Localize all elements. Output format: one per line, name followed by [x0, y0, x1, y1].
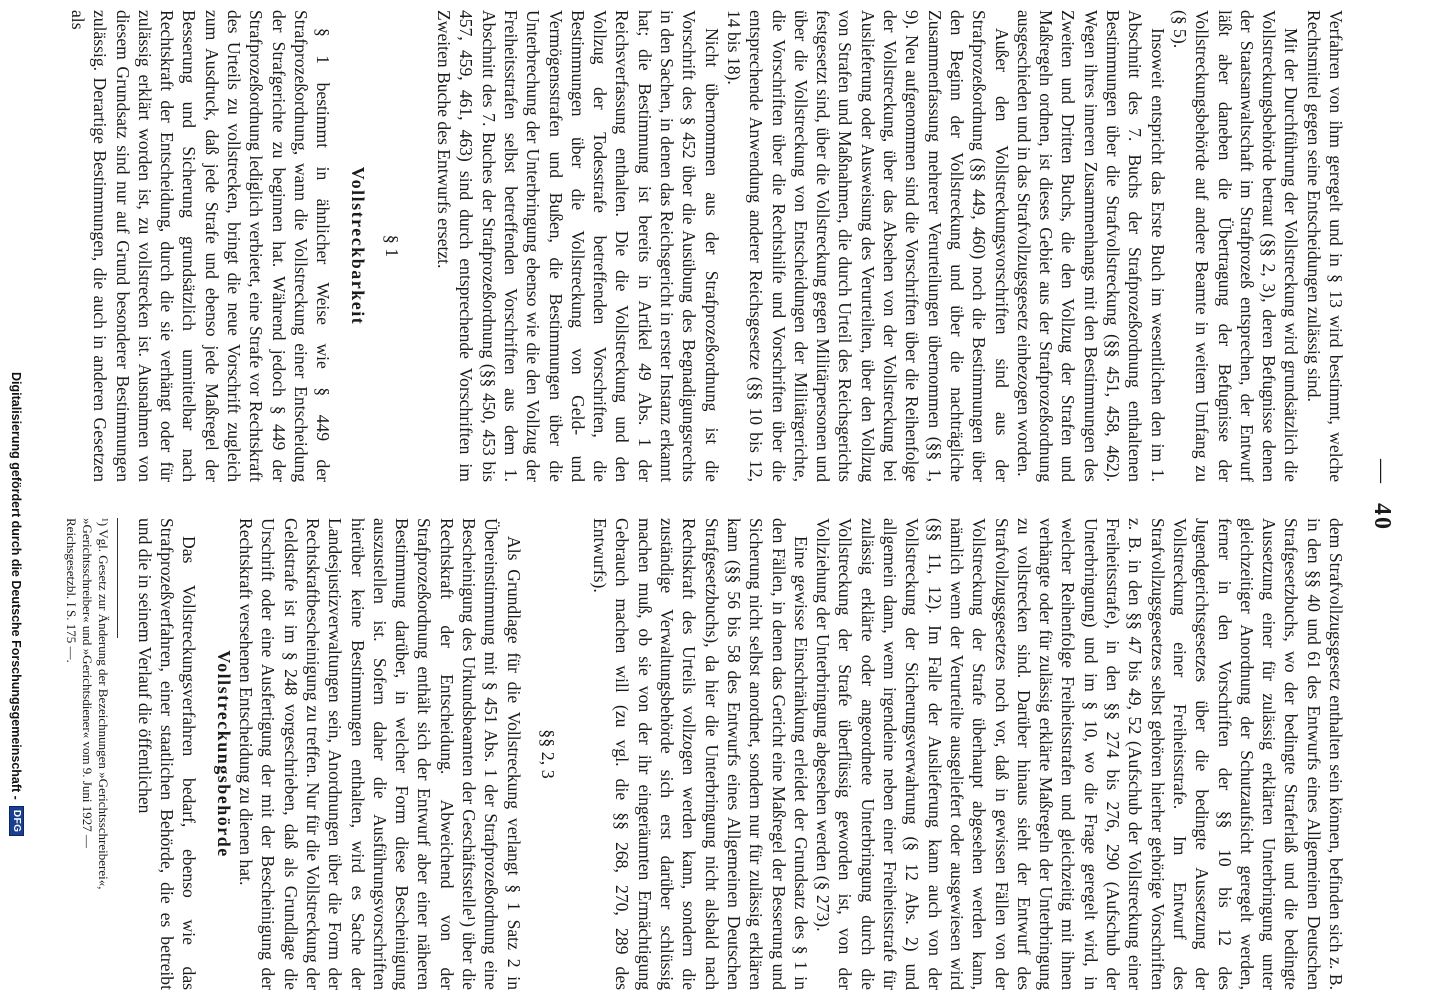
text-columns [63, 10, 1347, 990]
dfg-logo-icon: DFG [9, 806, 24, 837]
paragraph: Nicht übernommen aus der Strafprozeßordnung ist die Vorschrift des § 452 über die Ausübung des Begnadigungsrechts in den Sachen, in denen das Reichsgericht in erster Instanz erkannt hat; die Bestimmung ist bereits in Artikel 49 Abs. 1 der Reichsverfassung enthalten. Die die Vollstreckung und den Vollzug der Todesstrafe betreffenden Vorschriften, die Bestimmungen über die Vollstreckung von Geld- und Vermögensstrafen und Bußen, die Bestimmungen über die Unterbrechung der Unterbringung ebenso wie die den Vollzug der Freiheitsstrafen selbst betreffenden Vorschriften aus dem 1. Abschnitt des 7. Buches der Strafprozeßordnung (§§ 450, 453 bis 457, 459, 461, 463) sind durch entsprechende Vorschriften im Zweiten Buche des Entwurfs ersetzt. [434, 10, 722, 482]
footnote-divider [117, 518, 118, 638]
section-title: Vollstreckungsbehörde [213, 650, 234, 858]
section-title: Vollstreckbarkeit [347, 166, 368, 326]
left-column [67, 10, 1347, 482]
digitization-credit [2, 372, 24, 992]
paragraph: Außer den Vollstreckungsvorschriften sind aus der Strafprozeßordnung (§§ 449, 460) noch die Bestimmungen über den Beginn der Vollstreckung und über die nachträgliche Zusammenfassung mehrerer Verurteilungen übernommen (§§ 1, 9). Neu aufgenommen sind die Vorschriften über die Reihenfolge der Vollstreckung, über das Absehen von der Vollstreckung bei Auslieferung oder Ausweisung des Verurteilten, über den Vollzug von Strafen und Maßnahmen, die durch Urteil des Reichsgerichts festgesetzt sind, über die Vollstreckung gegen Militärpersonen und über die Vollstreckung von Entscheidungen der Militärgerichte, die Vorschriften über die Rechtshilfe und Vorschriften über die entsprechende Anwendung anderer Reichsgesetze (§§ 10 bis 12, 14 bis 18). [723, 10, 1012, 482]
paragraph: Insoweit entspricht das Erste Buch im wesentlichen den im 1. Abschnitt des 7. Buchs der Strafprozeßordnung enthaltenen Bestimmungen über die Strafvollstreckung (§§ 451, 458, 462). Wegen ihres inneren Zusammenhangs mit den Bestimmungen des Zweiten und Dritten Buchs, die den Vollzug der Strafen und Maßregeln ordnen, ist dieses Gebiet aus der Strafprozeßordnung ausgeschieden und in das Strafvollzugsgesetz einbezogen worden. [1013, 10, 1168, 482]
paragraph: Das Vollstreckungsverfahren bedarf, ebenso wie das Strafprozeßverfahren, einer staatlichen Behörde, die es betreibt und die in seinem Verlauf die öffentlichen [134, 518, 200, 990]
page-number-header [1368, 10, 1395, 990]
paragraph: dem Strafvollzugsgesetz enthalten sein können, befinden sich z. B. in den §§ 40 und 61 des Entwurfs eines Allgemeinen Deutschen Strafgesetzbuchs, wo der bedingte Straferlaß und die bedingte Aussetzung einer für zulässig erklärten Unterbringung unter gleichzeitiger Anordnung der Schutzaufsicht geregelt werden, ferner in den Vorschriften der §§ 10 bis 12 des Jugendgerichtsgesetzes über die bedingte Aussetzung der Vollstreckung einer Freiheitsstrafe. Im Entwurf des Strafvollzugsgesetzes selbst gehören hierher gehörige Vorschriften z. B. in den §§ 47 bis 49, 52 (Aufschub der Vollstreckung einer Freiheitsstrafe), in den §§ 274 bis 276, 290 (Aufschub der Unterbringung) und im § 10, wo die Frage geregelt wird, in welcher Reihenfolge Freiheitsstrafen und gleichzeitig mit ihnen verhängte oder für zulässig erklärte Maßregeln der Unterbringung zu vollstrecken sind. Darüber hinaus sieht der Entwurf des Strafvollzugsgesetzes noch vor, daß in gewissen Fällen von der Vollstreckung der Strafe überhaupt abgesehen werden kann, nämlich wenn der Verurteilte ausgeliefert oder ausgewiesen wird (§§ 11, 12). Im Falle der Auslieferung kann auch von der Vollstreckung der Sicherungsverwahrung (§ 12 Abs. 2) und allgemein dann, wenn irgendeine neben einer Freiheitsstrafe für zulässig erklärte oder angeordnete Unterbringung durch die Vollstreckung der Strafe überflüssig geworden ist, von der Vollziehung der Unterbringung abgesehen werden (§ 273). [813, 518, 1346, 990]
document-page [15, 10, 1395, 990]
paragraph: Verfahren von ihm geregelt und in § 13 wird bestimmt, welche Rechtsmittel gegen seine Entscheidungen zulässig sind. [1303, 10, 1346, 482]
paragraph: Als Grundlage für die Vollstreckung verlangt § 1 Satz 2 in Übereinstimmung mit § 451 Abs. 1 der Strafprozeßordnung eine Bescheinigung des Urkundsbeamten der Geschäftsstelle¹) über die Rechtskraft der Entscheidung. Abweichend von der Strafprozeßordnung enthält sich der Entwurf aber einer näheren Bestimmung darüber, in welcher Form diese Bescheinigung auszustellen ist. Sofern daher die Ausführungsvorschriften hierüber keine Bestimmungen enthalten, wird es Sache der Landesjustizverwaltungen sein, Anordnungen über die Form der Rechtskraftbescheinigung zu treffen. Nur für die Vollstreckung der Geldstrafe ist im § 248 vorgeschrieben, daß als Grundlage die Urschrift oder eine Ausfertigung der mit der Bescheinigung der Rechtskraft versehenen Entscheidung zu dienen hat. [236, 518, 524, 990]
page-number: 40 [1369, 503, 1395, 531]
digitization-credit-text-wrap [9, 372, 24, 992]
section-number: §§ 2, 3 [537, 729, 558, 779]
section-number: § 1 [381, 234, 402, 258]
paragraph: Eine gewisse Einschränkung erleidet der Grundsatz des § 1 in den Fällen, in denen das Gericht eine Maßregel der Besserung und Sicherung nicht selbst anordnet, sondern nur für zulässig erklären kann (§§ 56 bis 58 des Entwurfs eines Allgemeinen Deutschen Strafgesetzbuchs), da hier die Unterbringung nicht alsbald nach Rechtskraft des Urteils vollzogen werden kann, sondern die zuständige Verwaltungsbehörde sich erst darüber schlüssig machen muß, ob sie von der ihr eingeräumten Ermächtigung Gebrauch machen will (zu vgl. die §§ 268, 270, 289 des Entwurfs). [590, 518, 811, 990]
paragraph: § 1 bestimmt in ähnlicher Weise wie § 449 der Strafprozeßordnung, wann die Vollstreckung einer Entscheidung der Strafgerichte zu beginnen hat. Während jedoch § 449 der Strafprozeßordnung lediglich verbietet, eine Strafe vor Rechtskraft des Urteils zu vollstrecken, bringt die neue Vorschrift zugleich zum Ausdruck, daß jede Strafe und ebenso jede Maßregel der Besserung und Sicherung grundsätzlich unmittelbar nach Rechtskraft der Entscheidung, durch die sie verhängt oder für zulässig erklärt worden ist, zu vollstrecken ist. Ausnahmen von diesem Grundsatz sind nur auf Grund besonderer Bestimmungen zulässig. Derartige Bestimmungen, die auch in anderen Gesetzen als [67, 10, 334, 482]
footnote-line: Reichsgesetzbl. I S. 175 —. [63, 518, 79, 663]
right-column [63, 518, 1347, 990]
footnote [63, 518, 111, 990]
footnote-line: »Gerichtsschreiber« und »Gerichtsdiener« vom 9. Juni 1927 — [79, 518, 95, 848]
paragraph: Mit der Durchführung der Vollstreckung wird grundsätzlich die Vollstreckungsbehörde betraut (§§ 2, 3), deren Befugnisse denen der Staatsanwaltschaft im Strafprozeß entsprechen, der Entwurf läßt aber daneben die Übertragung der Befugnisse der Vollstreckungsbehörde auf andere Beamte in weitem Umfang zu (§ 5). [1169, 10, 1302, 482]
page-number-dash: — [1369, 459, 1395, 485]
digitization-credit-text: Digitalisierung gefördert durch die Deutsche Forschungsgemeinschaft - [9, 372, 24, 800]
footnote-line: ¹) Vgl. Gesetz zur Änderung der Bezeichnungen »Gerichtsschreiberei«, [95, 518, 111, 890]
